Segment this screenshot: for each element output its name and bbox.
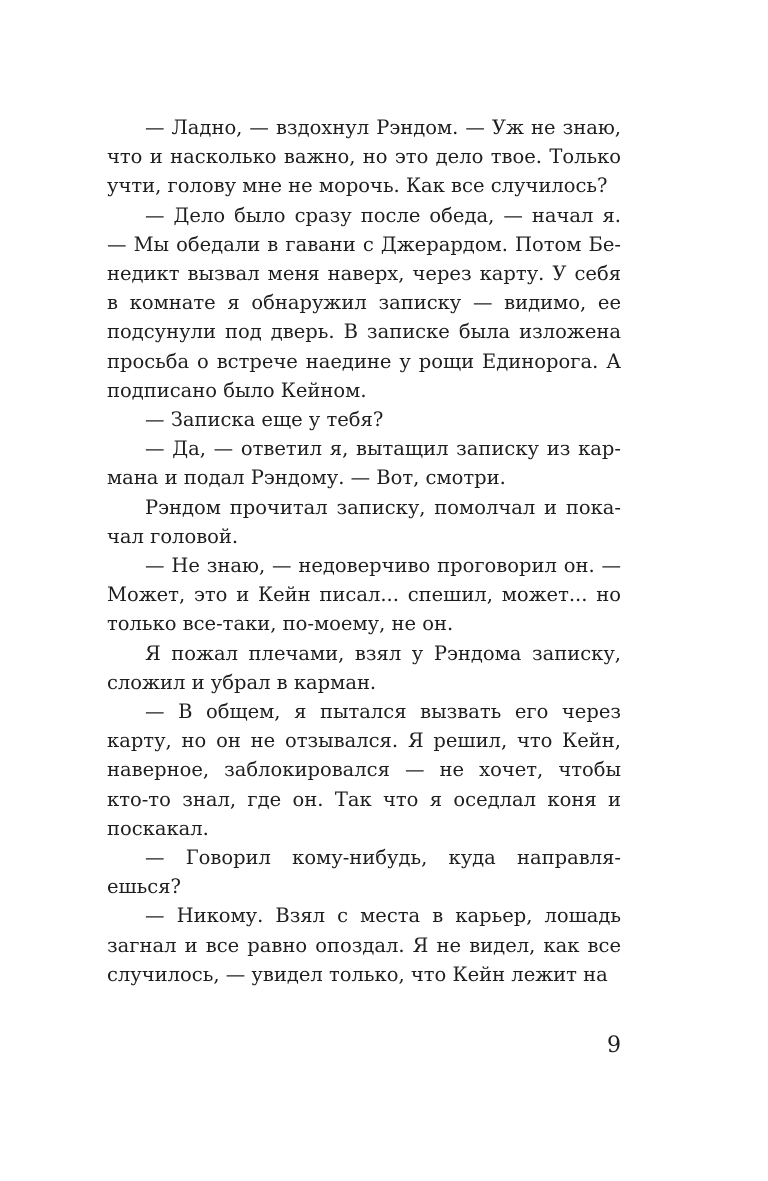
paragraph-1: — Ладно, — вздохнул Рэндом. — Уж не знаю, что и насколько важно, но это дело твое. Только учти, голову мне не морочь. Как все случилось? — [107, 116, 621, 198]
page-number: 9 — [607, 1033, 621, 1058]
paragraph-2: — Дело было сразу после обеда, — начал я. — Мы обедали в гавани с Джерардом. Потом Бенедикт вызвал меня наверх, через карту. У себя в комнате я обнаружил записку — видимо, ее подсунули под дверь. В записке была изложена просьба о встрече наедине у рощи Единорога. А подписано было Кейном. — [107, 203, 621, 402]
paragraph-8: — В общем, я пытался вызвать его через карту, но он не отзывался. Я решил, что Кейн, наверное, заблокировался — не хочет, чтобы кто-то знал, где он. Так что я оседлал коня и поскакал. — [107, 700, 621, 840]
paragraph-4: — Да, — ответил я, вытащил записку из кармана и подал Рэндому. — Вот, смотри. — [107, 437, 621, 490]
paragraph-3: — Записка еще у тебя? — [145, 408, 384, 432]
paragraph-5: Рэндом прочитал записку, помолчал и покачал головой. — [107, 495, 621, 548]
paragraph-7: Я пожал плечами, взял у Рэндома записку, сложил и убрал в карман. — [107, 641, 621, 694]
paragraph-6: — Не знаю, — недоверчиво проговорил он. — Может, это и Кейн писал... спешил, может... но только все-таки, по-моему, не он. — [107, 554, 621, 636]
body-text — [107, 113, 621, 989]
paragraph-9: — Говорил кому-нибудь, куда направляешься? — [107, 846, 621, 899]
paragraph-10: — Никому. Взял с места в карьер, лошадь загнал и все равно опоздал. Я не видел, как все случилось, — увидел только, что Кейн лежит на — [107, 904, 621, 986]
